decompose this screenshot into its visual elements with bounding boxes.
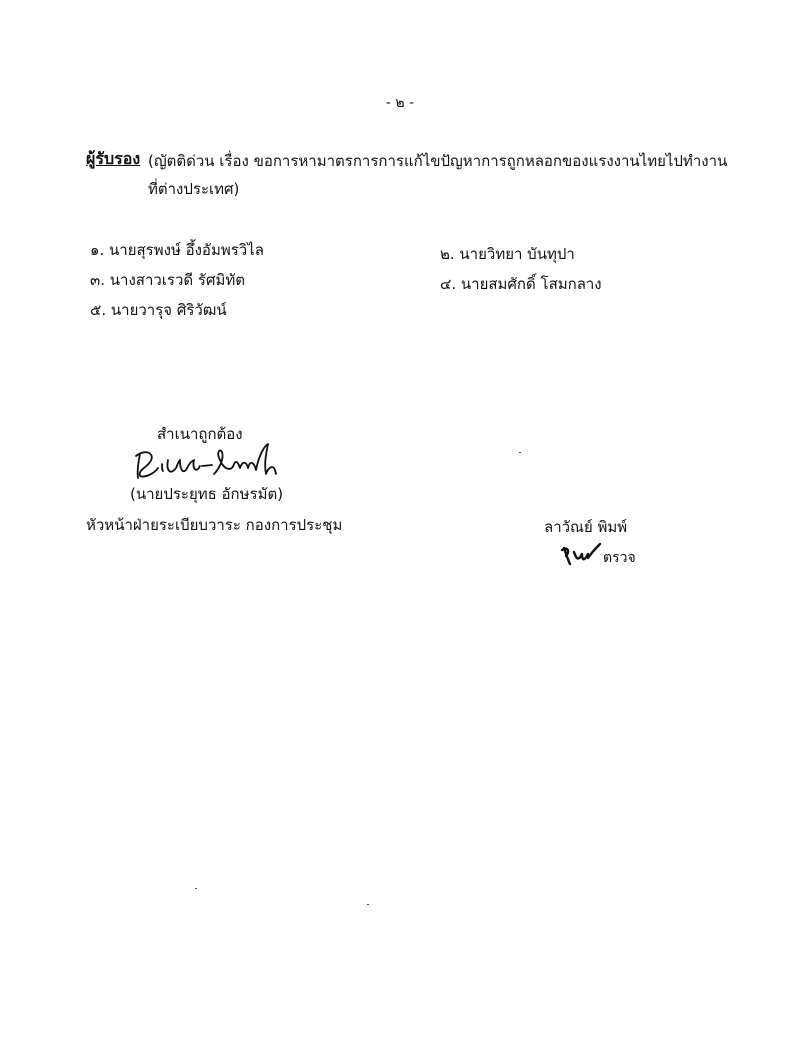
endorser-4: ๔. นายสมศักดิ์ โสมกลาง bbox=[440, 275, 602, 293]
endorser-1: ๑. นายสุรพงษ์ อึ้งอัมพรวิไล bbox=[90, 241, 264, 259]
certified-copy-text: สำเนาถูกต้อง bbox=[157, 425, 243, 443]
motion-subject-line-2: ที่ต่างประเทศ) bbox=[148, 180, 240, 198]
endorser-5: ๕. นายวารุจ ศิริวัฒน์ bbox=[90, 301, 227, 319]
endorser-3: ๓. นางสาวเรวดี รัศมิทัต bbox=[90, 271, 246, 289]
initials-signature bbox=[560, 540, 602, 568]
scan-speck bbox=[367, 904, 369, 905]
checked-label: ตรวจ bbox=[603, 550, 636, 566]
typist-name: ลาวัณย์ พิมพ์ bbox=[544, 518, 628, 536]
motion-subject-line-1: (ญัตติด่วน เรื่อง ขอการหามาตรการการแก้ไขปัญหาการถูกหลอกของแรงงานไทยไปทำงาน bbox=[148, 152, 728, 170]
scan-speck bbox=[519, 452, 521, 453]
endorsers-label: ผู้รับรอง bbox=[86, 149, 141, 168]
signer-name: (นายประยุทธ อักษรมัต) bbox=[130, 485, 284, 503]
scan-speck bbox=[195, 888, 197, 889]
signer-position: หัวหน้าฝ่ายระเบียบวาระ กองการประชุม bbox=[86, 516, 343, 534]
endorser-2: ๒. นายวิทยา บันทุปา bbox=[440, 245, 575, 263]
page-number: - ๒ - bbox=[385, 95, 415, 111]
signature-image bbox=[128, 440, 288, 482]
